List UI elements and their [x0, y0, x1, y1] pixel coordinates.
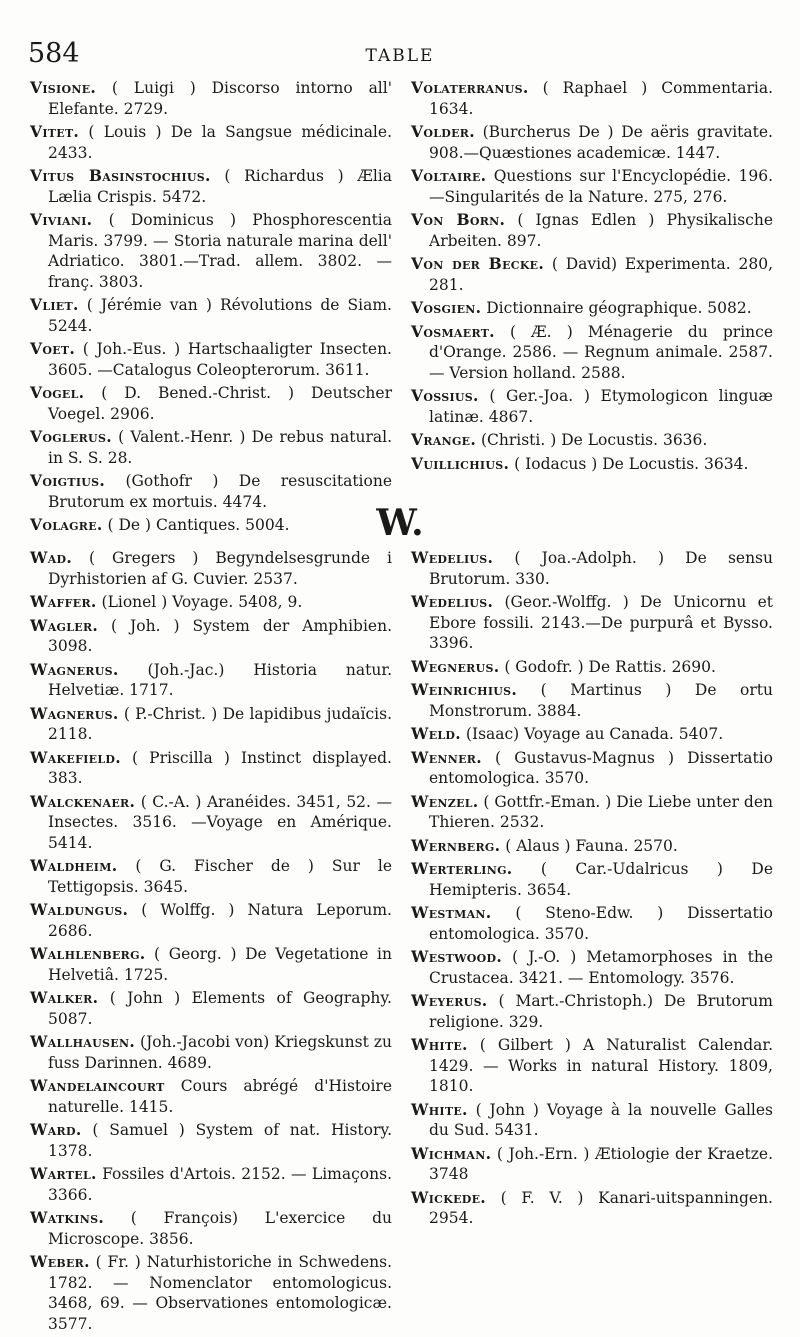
- entry-text: (Lionel ) Voyage. 5408, 9.: [96, 593, 303, 611]
- entry-headword: White.: [411, 1035, 468, 1054]
- entry-text: ( J.-O. ) Metamorphoses in the Crustacea. 3421. — Entomology. 3576.: [429, 948, 773, 987]
- index-entry: [411, 836, 773, 857]
- entry-text: ( C.-A. ) Aranéides. 3451, 52. — Insectes. 3516. —Voyage en Amérique. 5414.: [48, 792, 392, 852]
- index-entry: [411, 548, 773, 589]
- entry-headword: Vliet.: [30, 295, 79, 314]
- entry-text: ( Dominicus ) Phosphorescentia Maris. 3799. — Storia naturale marina dell' Adriatico. 3801.—Trad. allem. 3802. — franç. 3803.: [48, 211, 392, 291]
- entry-text: (Burcherus De ) De aëris gravitate. 908.—Quæstiones academicæ. 1447.: [429, 123, 773, 162]
- entry-headword: Vuillichius.: [411, 453, 510, 473]
- entry-text: (Joh.-Jac.) Historia natur. Helvetiæ. 1717.: [48, 660, 392, 699]
- entry-headword: Wakefield.: [30, 747, 121, 767]
- index-entry: [30, 1076, 392, 1117]
- entry-headword: Weyerus.: [411, 991, 488, 1010]
- index-entry: [30, 295, 392, 336]
- entry-headword: Wegnerus.: [411, 656, 500, 676]
- index-entry: [411, 430, 773, 451]
- entry-headword: Von Born.: [411, 210, 506, 229]
- index-entry: [411, 724, 773, 745]
- index-entry: [30, 616, 392, 657]
- entry-headword: White.: [411, 1099, 468, 1119]
- index-entry: [30, 210, 392, 292]
- entry-text: ( Ger.-Joa. ) Etymologicon linguæ latinæ. 4867.: [429, 387, 773, 426]
- entry-headword: Wad.: [30, 548, 73, 567]
- entry-text: ( Æ. ) Ménagerie du prince d'Orange. 2586. — Regnum animale. 2587. — Version holland. 2588.: [429, 322, 773, 382]
- entry-text: ( Georg. ) De Vegetatione in Helvetiâ. 1725.: [48, 945, 392, 984]
- entry-text: ( Joa.-Adolph. ) De sensu Brutorum. 330.: [429, 549, 773, 588]
- entry-text: ( John ) Elements of Geography. 5087.: [48, 989, 392, 1028]
- index-entry: [411, 1100, 773, 1141]
- entry-headword: Wagnerus.: [30, 703, 119, 723]
- entry-text: ( Joh. ) System der Amphibien. 3098.: [48, 616, 392, 655]
- entry-headword: Voet.: [30, 339, 76, 358]
- index-entry: [411, 1144, 773, 1185]
- entry-headword: Walckenaer.: [30, 791, 136, 811]
- bottom-left-column: [30, 548, 392, 1337]
- entry-text: ( Ignas Edlen ) Physikalische Arbeiten. 897.: [429, 211, 773, 250]
- entry-headword: Volder.: [411, 122, 475, 141]
- index-entry: [30, 1252, 392, 1334]
- top-left-column: [30, 78, 392, 539]
- entry-headword: Waldungus.: [30, 900, 129, 919]
- entry-text: ( Wolffg. ) Natura Leporum. 2686.: [48, 901, 392, 940]
- entry-headword: Wichman.: [411, 1143, 492, 1163]
- index-entry: [30, 856, 392, 897]
- entry-headword: Weber.: [30, 1252, 90, 1271]
- entry-headword: Waffer.: [30, 592, 97, 611]
- entry-headword: Weinrichius.: [411, 680, 518, 699]
- index-entry: [411, 592, 773, 654]
- index-entry: [411, 1035, 773, 1097]
- entry-text: ( David) Experimenta. 280, 281.: [429, 255, 773, 294]
- entry-text: ( Steno-Edw. ) Dissertatio entomologica. 3570.: [429, 904, 773, 943]
- entry-headword: Volaterranus.: [411, 78, 529, 97]
- entry-headword: Wickede.: [411, 1187, 486, 1207]
- top-right-column: [411, 78, 773, 477]
- index-entry: [30, 383, 392, 424]
- index-entry: [411, 1188, 773, 1229]
- entry-headword: Vitet.: [30, 122, 80, 141]
- entry-text: (Joh.-Jacobi von) Kriegskunst zu fuss Darinnen. 4689.: [48, 1033, 392, 1072]
- entry-text: Cours abrégé d'Histoire naturelle. 1415.: [48, 1077, 392, 1116]
- entry-headword: Wenner.: [411, 747, 482, 767]
- page-header: [28, 36, 772, 76]
- entry-text: ( Raphael ) Commentaria. 1634.: [429, 79, 773, 118]
- entry-text: ( Godofr. ) De Rattis. 2690.: [499, 657, 716, 676]
- entry-headword: Wallhausen.: [30, 1032, 136, 1051]
- entry-headword: Werterling.: [411, 859, 513, 878]
- entry-headword: Voltaire.: [411, 166, 487, 185]
- entry-text: ( Gustavus-Magnus ) Dissertatio entomologica. 3570.: [429, 748, 773, 787]
- index-entry: [30, 1032, 392, 1073]
- entry-headword: Wagler.: [30, 615, 99, 635]
- index-entry: [30, 78, 392, 119]
- entry-text: ( Joh.-Eus. ) Hartschaaligter Insecten. 3605. —Catalogus Coleopterorum. 3611.: [48, 340, 392, 379]
- entry-text: Questions sur l'Encyclopédie. 196.—Singularités de la Nature. 275, 276.: [429, 167, 773, 206]
- index-entry: [411, 298, 773, 319]
- entry-headword: Wagnerus.: [30, 659, 119, 679]
- entry-headword: Wandelaincourt: [30, 1076, 165, 1095]
- entry-text: ( De ) Cantiques. 5004.: [102, 516, 290, 534]
- index-entry: [411, 792, 773, 833]
- index-entry: [411, 122, 773, 163]
- index-entry: [30, 704, 392, 745]
- index-entry: [30, 339, 392, 380]
- entry-headword: Vosgien.: [411, 298, 482, 317]
- index-entry: [411, 386, 773, 427]
- entry-text: (Isaac) Voyage au Canada. 5407.: [460, 725, 724, 743]
- entry-text: ( Alaus ) Fauna. 2570.: [500, 836, 678, 855]
- index-entry: [30, 900, 392, 941]
- entry-headword: Weld.: [411, 724, 461, 743]
- index-entry: [30, 792, 392, 854]
- entry-text: ( Joh.-Ern. ) Ætiologie der Kraetze. 3748: [429, 1144, 773, 1183]
- entry-headword: Volagre.: [30, 515, 103, 534]
- entry-headword: Vrange.: [411, 430, 477, 449]
- entry-text: (Geor.-Wolffg. ) De Unicornu et Ebore fossili. 2143.—De purpurâ et Bysso. 3396.: [429, 593, 773, 652]
- entry-headword: Watkins.: [30, 1208, 105, 1227]
- index-entry: [30, 1164, 392, 1205]
- entry-headword: Ward.: [30, 1120, 82, 1139]
- index-entry: [30, 944, 392, 985]
- page-number: 584: [28, 38, 80, 69]
- bottom-right-column: [411, 548, 773, 1232]
- entry-text: ( Richardus ) Ælia Lælia Crispis. 5472.: [48, 167, 392, 206]
- entry-headword: Vitus Basinstochius.: [30, 166, 211, 185]
- entry-headword: Vogel.: [30, 383, 85, 402]
- entry-text: ( Fr. ) Naturhistoriche in Schwedens. 1782. — Nomenclator entomologicus. 3468, 69. — Observationes entomologicæ. 3577.: [48, 1253, 392, 1333]
- running-title: TABLE: [365, 46, 435, 66]
- entry-text: ( Gregers ) Begyndelsesgrunde i Dyrhistorien af G. Cuvier. 2537.: [48, 549, 392, 588]
- entry-text: ( Louis ) De la Sangsue médicinale. 2433.: [48, 123, 392, 162]
- entry-text: Dictionnaire géographique. 5082.: [481, 299, 752, 317]
- index-entry: [411, 454, 773, 475]
- index-entry: [411, 254, 773, 295]
- entry-text: ( D. Bened.-Christ. ) Deutscher Voegel. 2906.: [48, 384, 392, 423]
- entry-headword: Wernberg.: [411, 835, 501, 855]
- entry-headword: Wedelius.: [411, 592, 494, 611]
- entry-headword: Wedelius.: [411, 548, 494, 567]
- index-entry: [411, 748, 773, 789]
- entry-headword: Voigtius.: [30, 471, 106, 490]
- index-entry: [30, 1120, 392, 1161]
- entry-headword: Viviani.: [30, 210, 93, 229]
- index-entry: [411, 947, 773, 988]
- index-entry: [411, 859, 773, 900]
- entry-text: Fossiles d'Artois. 2152. — Limaçons. 3366.: [48, 1165, 392, 1204]
- index-entry: [30, 1208, 392, 1249]
- index-entry: [30, 988, 392, 1029]
- entry-text: ( John ) Voyage à la nouvelle Galles du Sud. 5431.: [429, 1100, 773, 1139]
- entry-text: (Gothofr ) De resuscitatione Brutorum ex mortuis. 4474.: [48, 472, 392, 511]
- index-entry: [411, 680, 773, 721]
- entry-headword: Walker.: [30, 988, 99, 1007]
- entry-text: ( Priscilla ) Instinct displayed. 383.: [48, 748, 392, 787]
- entry-text: ( Martinus ) De ortu Monstrorum. 3884.: [429, 681, 773, 720]
- entry-headword: Westman.: [411, 903, 492, 922]
- index-entry: [30, 592, 392, 613]
- index-entry: [30, 427, 392, 468]
- entry-text: ( P.-Christ. ) De lapidibus judaïcis. 2118.: [48, 704, 392, 743]
- index-entry: [411, 657, 773, 678]
- entry-text: ( Gilbert ) A Naturalist Calendar. 1429. — Works in natural History. 1809, 1810.: [429, 1036, 773, 1095]
- entry-text: ( Gottfr.-Eman. ) Die Liebe unter den Thieren. 2532.: [429, 792, 773, 831]
- index-entry: [411, 210, 773, 251]
- entry-headword: Wartel.: [30, 1164, 97, 1183]
- entry-headword: Voglerus.: [30, 427, 112, 446]
- index-entry: [30, 660, 392, 701]
- entry-headword: Westwood.: [411, 947, 503, 966]
- entry-text: ( Car.-Udalricus ) De Hemipteris. 3654.: [429, 860, 773, 899]
- index-entry: [411, 78, 773, 119]
- entry-text: ( Luigi ) Discorso intorno all' Elefante. 2729.: [48, 79, 392, 118]
- index-entry: [30, 548, 392, 589]
- entry-text: ( Mart.-Christoph.) De Brutorum religione. 329.: [429, 992, 773, 1031]
- section-letter: W.: [376, 502, 424, 544]
- entry-text: ( Samuel ) System of nat. History. 1378.: [48, 1121, 392, 1160]
- index-entry: [30, 748, 392, 789]
- entry-text: ( François) L'exercice du Microscope. 3856.: [48, 1209, 392, 1248]
- entry-text: ( Valent.-Henr. ) De rebus natural. in S. S. 28.: [48, 428, 392, 467]
- entry-text: ( F. V. ) Kanari-uitspanningen. 2954.: [429, 1188, 773, 1227]
- entry-headword: Vosmaert.: [411, 321, 495, 341]
- index-entry: [411, 991, 773, 1032]
- entry-text: (Christi. ) De Locustis. 3636.: [476, 431, 708, 449]
- index-entry: [30, 122, 392, 163]
- index-entry: [30, 166, 392, 207]
- index-entry: [411, 166, 773, 207]
- entry-headword: Visione.: [30, 78, 97, 97]
- entry-headword: Vossius.: [411, 386, 479, 405]
- entry-text: ( Jérémie van ) Révolutions de Siam. 5244.: [48, 296, 392, 335]
- entry-headword: Walhlenberg.: [30, 944, 146, 963]
- entry-headword: Wenzel.: [411, 791, 479, 811]
- index-entry: [411, 903, 773, 944]
- entry-headword: Von der Becke.: [411, 254, 545, 273]
- entry-text: ( Iodacus ) De Locustis. 3634.: [509, 454, 749, 473]
- index-entry: [411, 322, 773, 384]
- entry-text: ( G. Fischer de ) Sur le Tettigopsis. 3645.: [48, 857, 392, 896]
- entry-headword: Waldheim.: [30, 856, 118, 875]
